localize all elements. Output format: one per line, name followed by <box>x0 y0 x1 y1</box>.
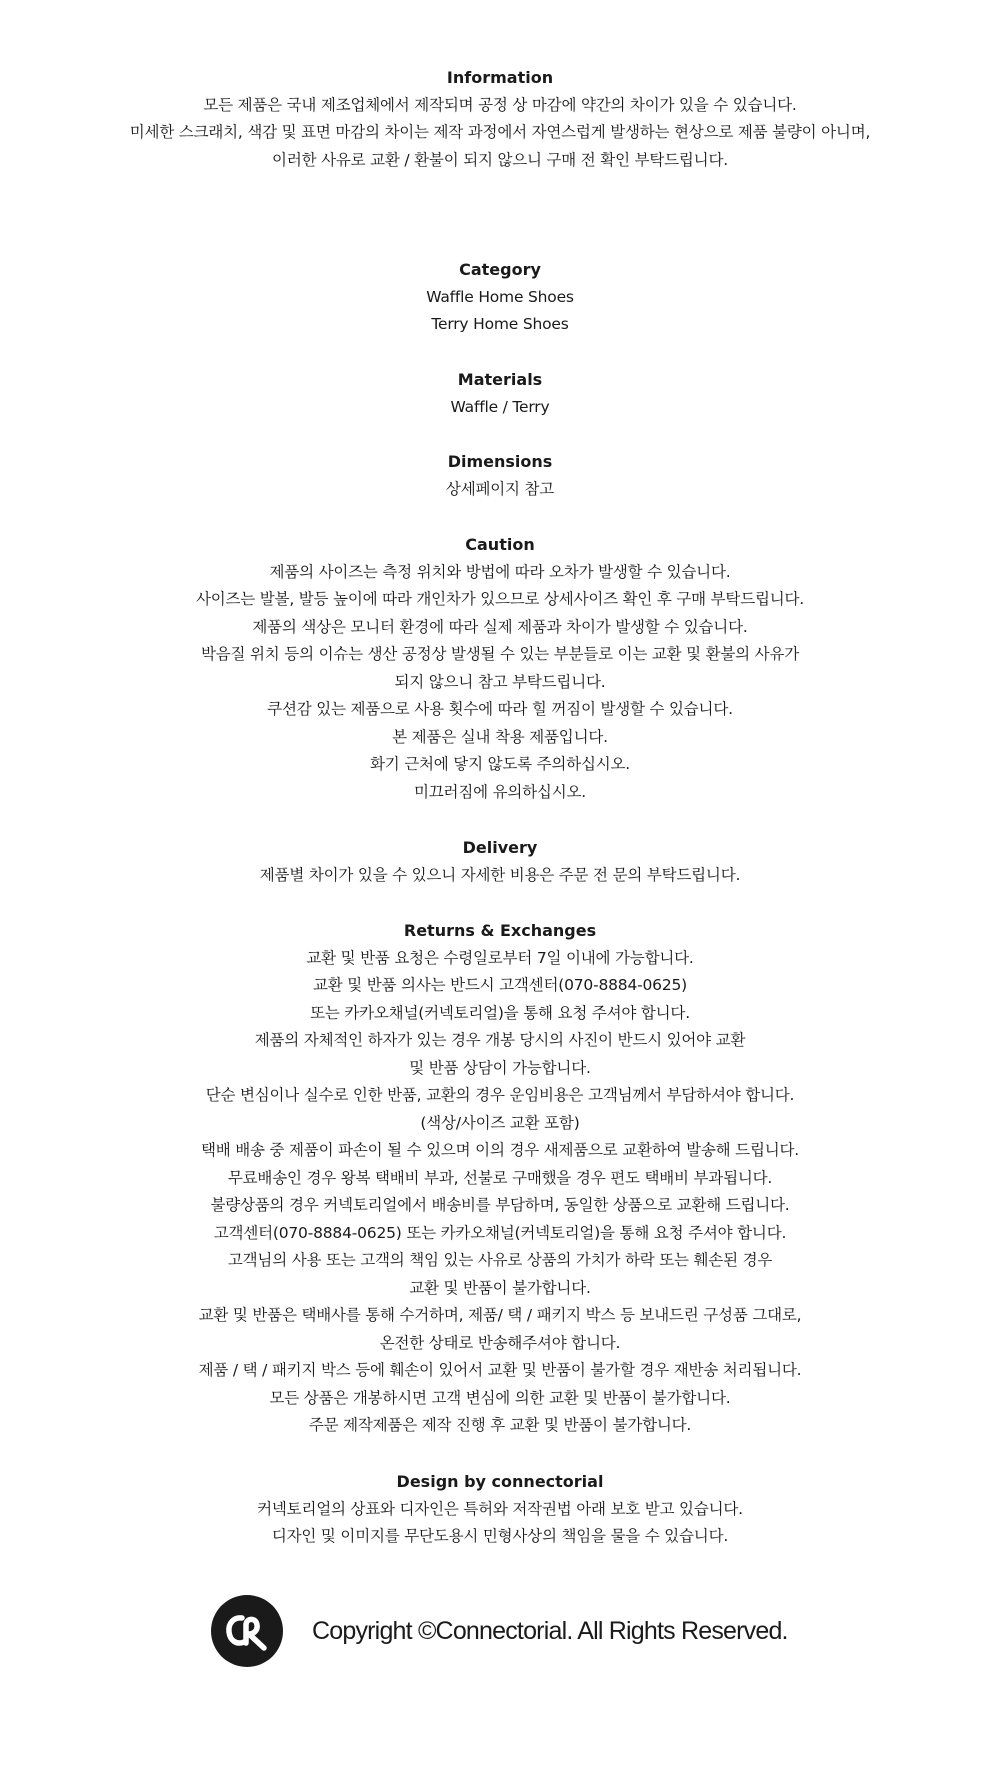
returns-line: 고객센터(070-8884-0625) 또는 카카오채널(커넥토리얼)을 통해 요청 주셔야 합니다. <box>213 1223 787 1242</box>
returns-line: 교환 및 반품은 택배사를 통해 수거하며, 제품/ 택 / 패키지 박스 등 보내드린 구성품 그대로, <box>198 1306 802 1324</box>
caution-heading: Caution <box>465 535 535 554</box>
returns-line: 교환 및 반품 의사는 반드시 고객센터(070-8884-0625) <box>313 976 687 994</box>
returns-section <box>0 917 1000 1440</box>
returns-line: 불량상품의 경우 커넥토리얼에서 배송비를 부담하며, 동일한 상품으로 교환해 드립니다. <box>210 1196 790 1214</box>
returns-line: 제품의 자체적인 하자가 있는 경우 개봉 당시의 사진이 반드시 있어야 교환 <box>254 1031 746 1049</box>
materials-value: Waffle / Terry <box>450 397 550 416</box>
connectorial-logo-icon <box>211 1595 283 1667</box>
materials-section <box>0 366 1000 421</box>
caution-line: 본 제품은 실내 착용 제품입니다. <box>392 727 608 746</box>
caution-line: 미끄러짐에 유의하십시오. <box>414 782 586 801</box>
caution-line: 제품의 사이즈는 측정 위치와 방법에 따라 오차가 발생할 수 있습니다. <box>269 562 731 581</box>
category-heading: Category <box>459 260 541 279</box>
information-line: 모든 제품은 국내 제조업체에서 제작되며 공정 상 마감에 약간의 차이가 있을 수 있습니다. <box>203 95 797 114</box>
returns-line: 고객님의 사용 또는 고객의 책임 있는 사유로 상품의 가치가 하락 또는 훼손된 경우 <box>227 1251 773 1269</box>
dimensions-heading: Dimensions <box>447 452 553 471</box>
returns-line: 택배 배송 중 제품이 파손이 될 수 있으며 이의 경우 새제품으로 교환하여 발송해 드립니다. <box>200 1141 799 1159</box>
caution-line: 쿠션감 있는 제품으로 사용 횟수에 따라 힐 꺼짐이 발생할 수 있습니다. <box>267 700 733 718</box>
caution-line: 사이즈는 발볼, 발등 높이에 따라 개인차가 있으므로 상세사이즈 확인 후 구매 부탁드립니다. <box>195 590 805 608</box>
returns-line: 주문 제작제품은 제작 진행 후 교환 및 반품이 불가합니다. <box>308 1416 692 1434</box>
materials-heading: Materials <box>457 370 543 389</box>
delivery-line: 제품별 차이가 있을 수 있으니 자세한 비용은 주문 전 문의 부탁드립니다. <box>259 865 741 884</box>
caution-line: 박음질 위치 등의 이슈는 생산 공정상 발생될 수 있는 부분들로 이는 교환 및 환불의 사유가 <box>200 645 799 663</box>
caution-line: 화기 근처에 닿지 않도록 주의하십시오. <box>369 755 630 773</box>
returns-line: 또는 카카오채널(커넥토리얼)을 통해 요청 주셔야 합니다. <box>310 1003 690 1022</box>
returns-line: 교환 및 반품이 불가합니다. <box>409 1278 591 1297</box>
returns-line: 교환 및 반품 요청은 수령일로부터 7일 이내에 가능합니다. <box>306 948 694 967</box>
delivery-heading: Delivery <box>462 838 538 857</box>
information-section <box>0 64 1000 174</box>
returns-line: 온전한 상태로 반송해주셔야 합니다. <box>379 1333 621 1352</box>
caution-line: 되지 않으니 참고 부탁드립니다. <box>394 672 606 691</box>
information-line: 미세한 스크래치, 색감 및 표면 마감의 차이는 제작 과정에서 자연스럽게 발생하는 현상으로 제품 불량이 아니며, <box>129 123 871 141</box>
returns-heading: Returns & Exchanges <box>403 921 597 940</box>
design-section <box>0 1468 1000 1551</box>
dimensions-value: 상세페이지 참고 <box>445 479 555 498</box>
delivery-section <box>0 834 1000 889</box>
returns-line: 단순 변심이나 실수로 인한 반품, 교환의 경우 운임비용은 고객님께서 부담하셔야 합니다. <box>205 1086 795 1104</box>
caution-line: 제품의 색상은 모니터 환경에 따라 실제 제품과 차이가 발생할 수 있습니다. <box>252 617 748 636</box>
copyright-text: Copyright ©Connectorial. All Rights Reserved. <box>312 1617 788 1645</box>
design-heading: Design by connectorial <box>396 1472 604 1491</box>
design-line: 디자인 및 이미지를 무단도용시 민형사상의 책임을 물을 수 있습니다. <box>271 1527 729 1545</box>
design-line: 커넥토리얼의 상표와 디자인은 특허와 저작권법 아래 보호 받고 있습니다. <box>257 1499 743 1518</box>
category-item: Waffle Home Shoes <box>426 287 574 306</box>
returns-line: 및 반품 상담이 가능합니다. <box>409 1058 591 1077</box>
category-section <box>0 256 1000 339</box>
information-line: 이러한 사유로 교환 / 환불이 되지 않으니 구매 전 확인 부탁드립니다. <box>272 150 728 169</box>
caution-section <box>0 531 1000 806</box>
category-item: Terry Home Shoes <box>431 315 569 333</box>
returns-line: 모든 상품은 개봉하시면 고객 변심에 의한 교환 및 반품이 불가합니다. <box>269 1388 731 1407</box>
footer <box>0 1595 1000 1667</box>
returns-line: 제품 / 택 / 패키지 박스 등에 훼손이 있어서 교환 및 반품이 불가할 경우 재반송 처리됩니다. <box>198 1361 802 1379</box>
information-heading: Information <box>446 68 554 87</box>
returns-line: 무료배송인 경우 왕복 택배비 부과, 선불로 구매했을 경우 편도 택배비 부과됩니다. <box>227 1168 773 1187</box>
returns-line: (색상/사이즈 교환 포함) <box>420 1113 580 1132</box>
dimensions-section <box>0 448 1000 503</box>
